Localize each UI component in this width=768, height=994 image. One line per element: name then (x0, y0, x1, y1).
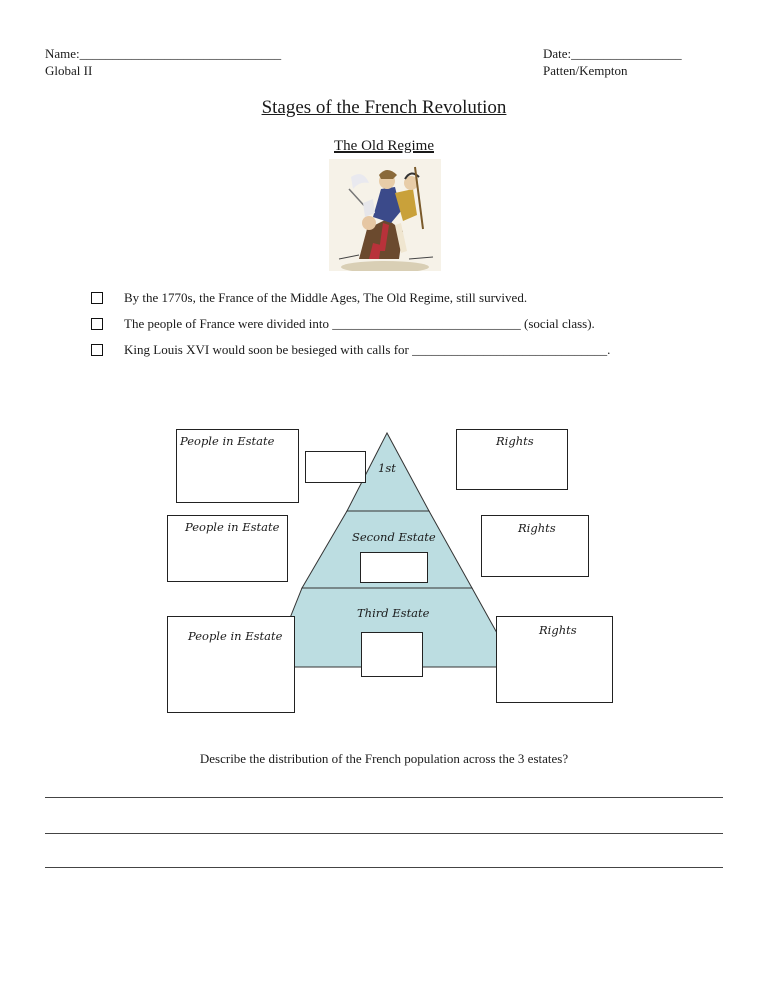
second-estate-answer-box[interactable] (360, 552, 428, 583)
distribution-question: Describe the distribution of the French population across the 3 estates? (199, 751, 569, 766)
second-estate-rights-box[interactable] (481, 515, 589, 577)
third-estate-answer-box[interactable] (361, 632, 423, 677)
first-estate-answer-box[interactable] (305, 451, 366, 483)
second-estate-people-box[interactable] (167, 515, 288, 582)
page-title: Stages of the French Revolution (261, 97, 507, 118)
first-estate-people-label: People in Estate (180, 434, 275, 448)
bullet-1-text: By the 1770s, the France of the Middle Ages, The Old Regime, still survived. (124, 290, 528, 305)
answer-line-1[interactable] (45, 797, 723, 798)
second-estate-rights-label: Rights (518, 521, 556, 535)
teachers-label: Patten/Kempton (543, 63, 628, 78)
bullet-3-text: King Louis XVI would soon be besieged with calls for ______________________________. (124, 342, 611, 357)
section-title: The Old Regime (334, 138, 434, 154)
third-estate-label: Third Estate (357, 606, 430, 620)
second-estate-people-label: People in Estate (185, 520, 280, 534)
answer-line-2[interactable] (45, 833, 723, 834)
course-label: Global II (45, 63, 93, 78)
third-estate-people-label: People in Estate (188, 629, 283, 643)
first-estate-rights-label: Rights (496, 434, 534, 448)
third-estate-people-box[interactable] (167, 616, 295, 713)
first-estate-label: 1st (378, 461, 396, 475)
first-estate-rights-box[interactable] (456, 429, 568, 490)
second-estate-label: Second Estate (352, 530, 436, 544)
third-estate-rights-box[interactable] (496, 616, 613, 703)
bullet-2-text: The people of France were divided into _____________________________ (social class). (124, 316, 595, 331)
answer-line-3[interactable] (45, 867, 723, 868)
third-estate-rights-label: Rights (539, 623, 577, 637)
name-field-label: Name:_______________________________ (45, 46, 282, 61)
date-field-label: Date:_________________ (543, 46, 682, 61)
first-estate-people-box[interactable] (176, 429, 299, 503)
